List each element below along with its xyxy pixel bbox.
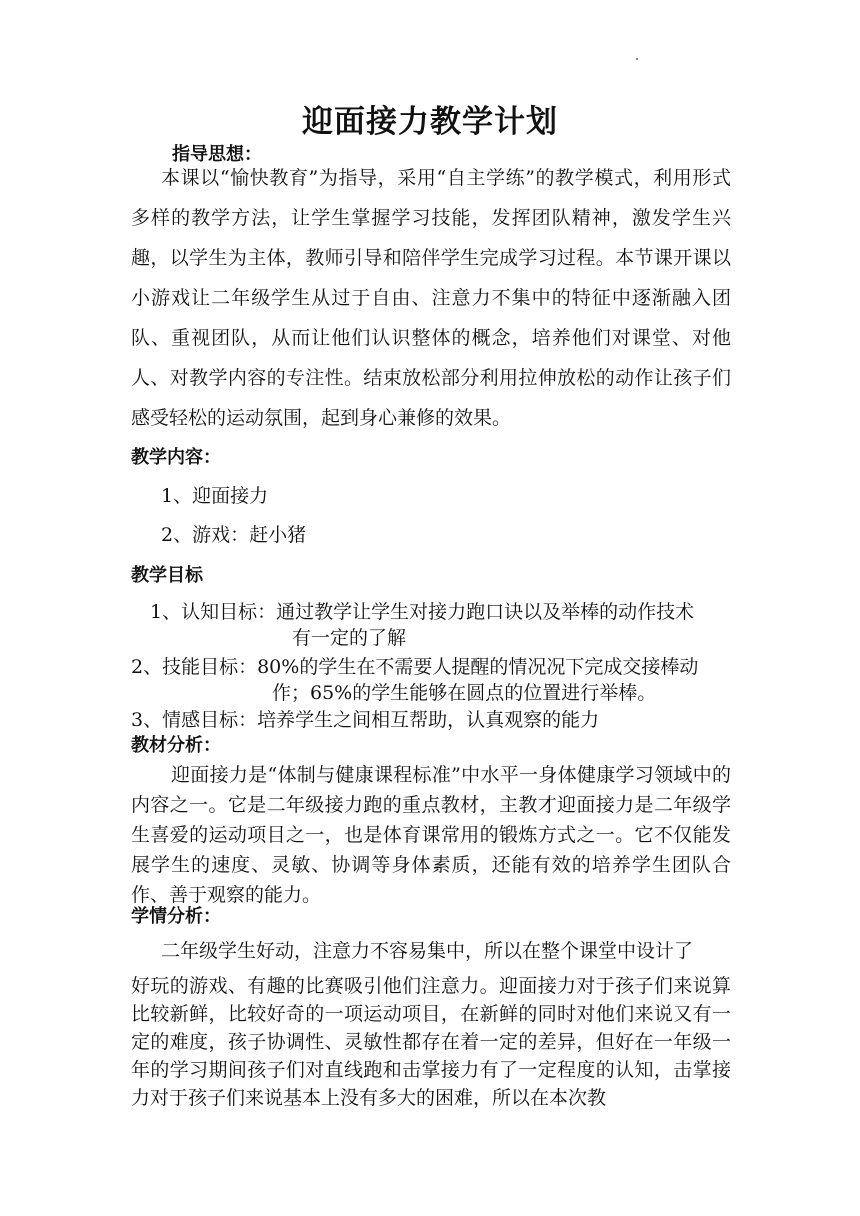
material-paragraph: 迎面接力是“体制与健康课程标准”中水平一身体健康学习领域中的内容之一。它是二年级接力跑的重点教材，主教才迎面接力是二年级学生喜爱的运动项目之一，也是体育课常用的锻炼方式之一。它不仅能发展学生的速度、灵敏、协调等身体素质，还能有效的培养学生团队合作、善于观察的能力。	[131, 764, 731, 906]
goal-cognitive-line2: 有一定的了解	[292, 627, 407, 649]
goal-skill-line2: 作；65%的学生能够在圆点的位置进行举棒。	[272, 682, 657, 704]
goal-skill-line1: 2、技能目标：80%的学生在不需要人提醒的情况况下完成交接棒动	[131, 656, 699, 678]
guiding-heading: 指导思想：	[172, 144, 262, 165]
students-paragraph: 好玩的游戏、有趣的比赛吸引他们注意力。迎面接力对于孩子们来说算比较新鲜，比较好奇的一项运动项目，在新鲜的同时对他们来说又有一定的难度，孩子协调性、灵敏性都存在着一定的差异，但好在一年级一年的学习期间孩子们对直线跑和击掌接力有了一定程度的认知，击掌接力对于孩子们来说基本上没有多大的困难，所以在本次教	[131, 975, 731, 1109]
goal-emotional: 3、情感目标：培养学生之间相互帮助，认真观察的能力	[131, 709, 600, 731]
content-item-2: 2、游戏：赶小猪	[161, 524, 307, 546]
document-title: 迎面接力教学计划	[302, 104, 558, 140]
content-heading: 教学内容：	[131, 447, 221, 468]
students-heading: 学情分析：	[131, 906, 221, 927]
goals-heading: 教学目标	[131, 565, 203, 586]
students-line1: 二年级学生好动，注意力不容易集中，所以在整个课堂中设计了	[161, 940, 694, 962]
decorative-dot	[636, 58, 638, 60]
guiding-paragraph: 本课以“愉快教育”为指导，采用“自主学练”的教学模式，利用形式多样的教学方法，让学生掌握学习技能，发挥团队精神，激发学生兴趣，以学生为主体，教师引导和陪伴学生完成学习过程。本节课开课以小游戏让二年级学生从过于自由、注意力不集中的特征中逐渐融入团队、重视团队，从而让他们认识整体的概念，培养他们对课堂、对他人、对教学内容的专注性。结束放松部分利用拉伸放松的动作让孩子们感受轻松的运动氛围，起到身心兼修的效果。	[131, 167, 731, 429]
goal-cognitive-line1: 1、认知目标：通过教学让学生对接力跑口诀以及举棒的动作技术	[150, 601, 695, 623]
material-heading: 教材分析：	[131, 735, 221, 756]
content-item-1: 1、迎面接力	[161, 485, 269, 507]
